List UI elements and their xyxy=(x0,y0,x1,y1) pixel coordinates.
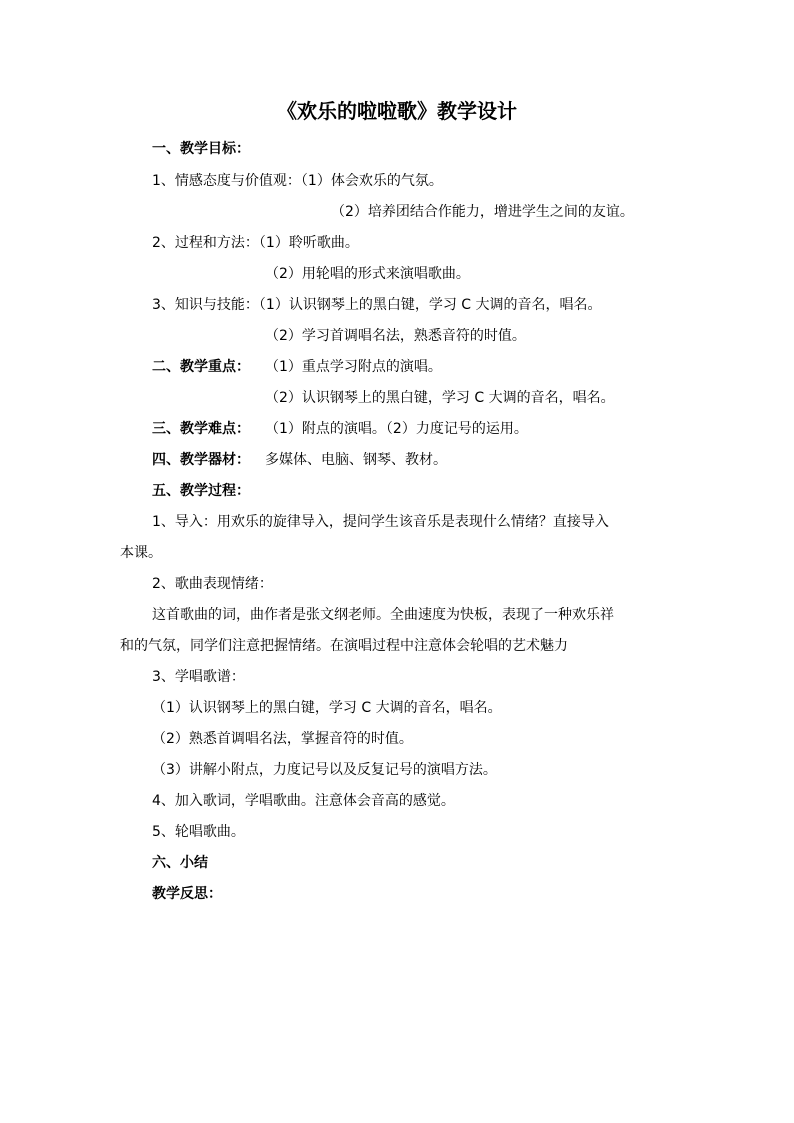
process-paragraph-3a: 这首歌曲的词，曲作者是张文纲老师。全曲速度为快板，表现了一种欢乐祥 xyxy=(152,607,614,623)
document-title: 《欢乐的啦啦歌》教学设计 xyxy=(277,99,517,123)
section-heading-key-points: 二、教学重点： xyxy=(152,359,250,375)
difficulty-text: （1）附点的演唱。（2）力度记号的运用。 xyxy=(265,421,528,437)
section-heading-process: 五、教学过程： xyxy=(152,483,250,499)
process-paragraph-5: 4、加入歌词，学唱歌曲。注意体会音高的感觉。 xyxy=(152,793,455,809)
process-paragraph-4: 3、学唱歌谱： xyxy=(152,669,245,685)
key-point-line-2: （2）认识钢琴上的黑白键，学习 C 大调的音名，唱名。 xyxy=(265,390,615,406)
section-heading-difficulties: 三、教学难点： xyxy=(152,421,250,437)
process-paragraph-1b: 本课。 xyxy=(120,545,162,561)
process-paragraph-1a: 1、导入：用欢乐的旋律导入，提问学生该音乐是表现什么情绪？直接导入 xyxy=(152,514,609,530)
objective-line-4: （2）用轮唱的形式来演唱歌曲。 xyxy=(265,266,470,282)
section-heading-equipment: 四、教学器材： xyxy=(152,452,250,468)
section-heading-reflection: 教学反思： xyxy=(152,886,222,902)
objective-line-3: 2、过程和方法：（1）聆听歌曲。 xyxy=(152,235,359,251)
section-heading-objectives: 一、教学目标： xyxy=(152,141,250,157)
objective-line-1: 1、情感态度与价值观：（1）体会欢乐的气氛。 xyxy=(152,173,443,189)
section-heading-summary: 六、小结 xyxy=(152,855,208,871)
objective-line-6: （2）学习首调唱名法，熟悉音符的时值。 xyxy=(265,328,526,344)
key-point-line-1: （1）重点学习附点的演唱。 xyxy=(265,359,442,375)
equipment-text: 多媒体、电脑、钢琴、教材。 xyxy=(265,452,447,468)
process-paragraph-2: 2、歌曲表现情绪： xyxy=(152,576,273,592)
process-paragraph-3b: 和的气氛，同学们注意把握情绪。在演唱过程中注意体会轮唱的艺术魅力 xyxy=(120,638,568,654)
objective-line-2: （2）培养团结合作能力，增进学生之间的友谊。 xyxy=(331,204,634,220)
process-paragraph-6: 5、轮唱歌曲。 xyxy=(152,824,245,840)
process-item-4b: （2）熟悉首调唱名法，掌握音符的时值。 xyxy=(152,731,413,747)
process-item-4c: （3）讲解小附点，力度记号以及反复记号的演唱方法。 xyxy=(152,762,497,778)
objective-line-5: 3、知识与技能：（1）认识钢琴上的黑白键，学习 C 大调的音名，唱名。 xyxy=(152,297,602,313)
process-item-4a: （1）认识钢琴上的黑白键，学习 C 大调的音名，唱名。 xyxy=(152,700,502,716)
